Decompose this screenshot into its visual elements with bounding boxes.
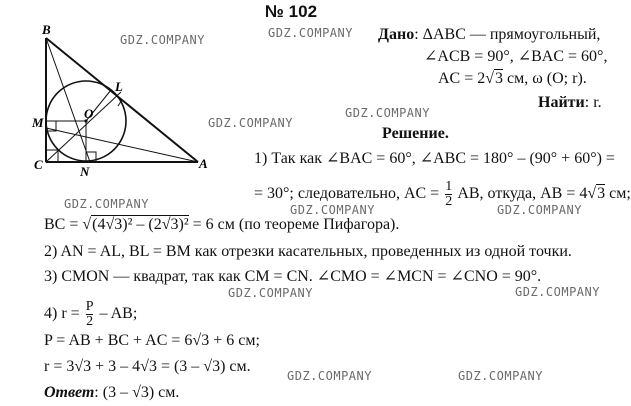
label-a: A	[199, 156, 208, 171]
step-1a: 1) Так как ∠BAC = 60°, ∠ABC = 180° – (90° + 60°) =	[254, 150, 615, 167]
label-n: N	[80, 164, 90, 179]
step-1c	[44, 216, 399, 234]
step-1c-pre: BC =	[44, 216, 83, 233]
step-6: r = 3√3 + 3 – 4√3 = (3 – √3) см.	[44, 358, 251, 375]
fraction-p: P	[85, 299, 94, 314]
watermark: GDZ.COMPANY	[228, 286, 313, 300]
label-b: B	[42, 22, 51, 37]
triangle-figure	[0, 0, 215, 185]
solution-heading: Решение.	[382, 125, 449, 142]
watermark: GDZ.COMPANY	[290, 203, 375, 217]
step-4-post: – AB;	[95, 305, 138, 323]
watermark: GDZ.COMPANY	[345, 106, 430, 120]
given-rest: см, ω (O; r).	[503, 70, 587, 87]
watermark: GDZ.COMPANY	[120, 33, 205, 47]
step-4	[44, 300, 137, 329]
label-o: O	[84, 106, 94, 121]
pythagoras-root: √(4√3)² – (2√3)²	[82, 216, 189, 233]
step-1c-post: = 6 см (по теореме Пифагора).	[188, 216, 400, 233]
label-m: M	[32, 115, 44, 130]
watermark: GDZ.COMPANY	[497, 203, 582, 217]
given-label: Дано	[378, 26, 415, 43]
problem-number: № 102	[265, 2, 318, 21]
step-3: 3) CMON — квадрат, так как CM = CN. ∠CMO = ∠MCN = ∠CNO = 90°.	[44, 268, 542, 285]
step-1b-end: см;	[605, 185, 631, 203]
fraction-half	[445, 180, 452, 209]
find-label: Найти	[538, 94, 585, 111]
step-1b-post: AB, откуда, AB = 4	[457, 185, 588, 203]
find-line	[538, 94, 602, 112]
fraction-den: 2	[445, 194, 453, 209]
watermark: GDZ.COMPANY	[515, 285, 600, 299]
find-value: : r.	[584, 94, 602, 111]
watermark: GDZ.COMPANY	[458, 369, 543, 383]
label-c: C	[34, 157, 43, 172]
answer-label: Ответ	[44, 384, 95, 401]
step-2: 2) AN = AL, BL = BM как отрезки касательных, проведенных из одной точки.	[44, 243, 572, 260]
step-5: P = AB + BC + AC = 6√3 + 6 см;	[44, 332, 260, 349]
given-line-2: ∠ACB = 90°, ∠BAC = 60°,	[424, 48, 608, 65]
step-1b-root: √3	[587, 185, 606, 203]
fraction-num: 1	[445, 179, 453, 194]
step-1b-pre: = 30°; следовательно, AC =	[254, 185, 440, 203]
fraction-2: 2	[86, 314, 94, 329]
watermark: GDZ.COMPANY	[287, 369, 372, 383]
right-angle-l	[116, 96, 122, 106]
answer-value: : (3 – √3) см.	[94, 384, 180, 401]
step-4-pre: 4) r =	[44, 305, 80, 323]
watermark: GDZ.COMPANY	[208, 116, 293, 130]
fraction-p-over-2	[86, 300, 94, 329]
answer-line	[44, 384, 179, 402]
watermark: GDZ.COMPANY	[64, 197, 149, 211]
given-text-1: : ΔABC — прямоугольный,	[414, 26, 601, 43]
watermark: GDZ.COMPANY	[268, 26, 353, 40]
given-ac: AC = 2	[438, 70, 486, 87]
given-line-3	[438, 70, 587, 88]
given-line-1	[378, 26, 600, 44]
bisector-c	[46, 92, 121, 162]
given-ac-root: √3	[485, 70, 504, 87]
label-l: L	[115, 79, 123, 94]
